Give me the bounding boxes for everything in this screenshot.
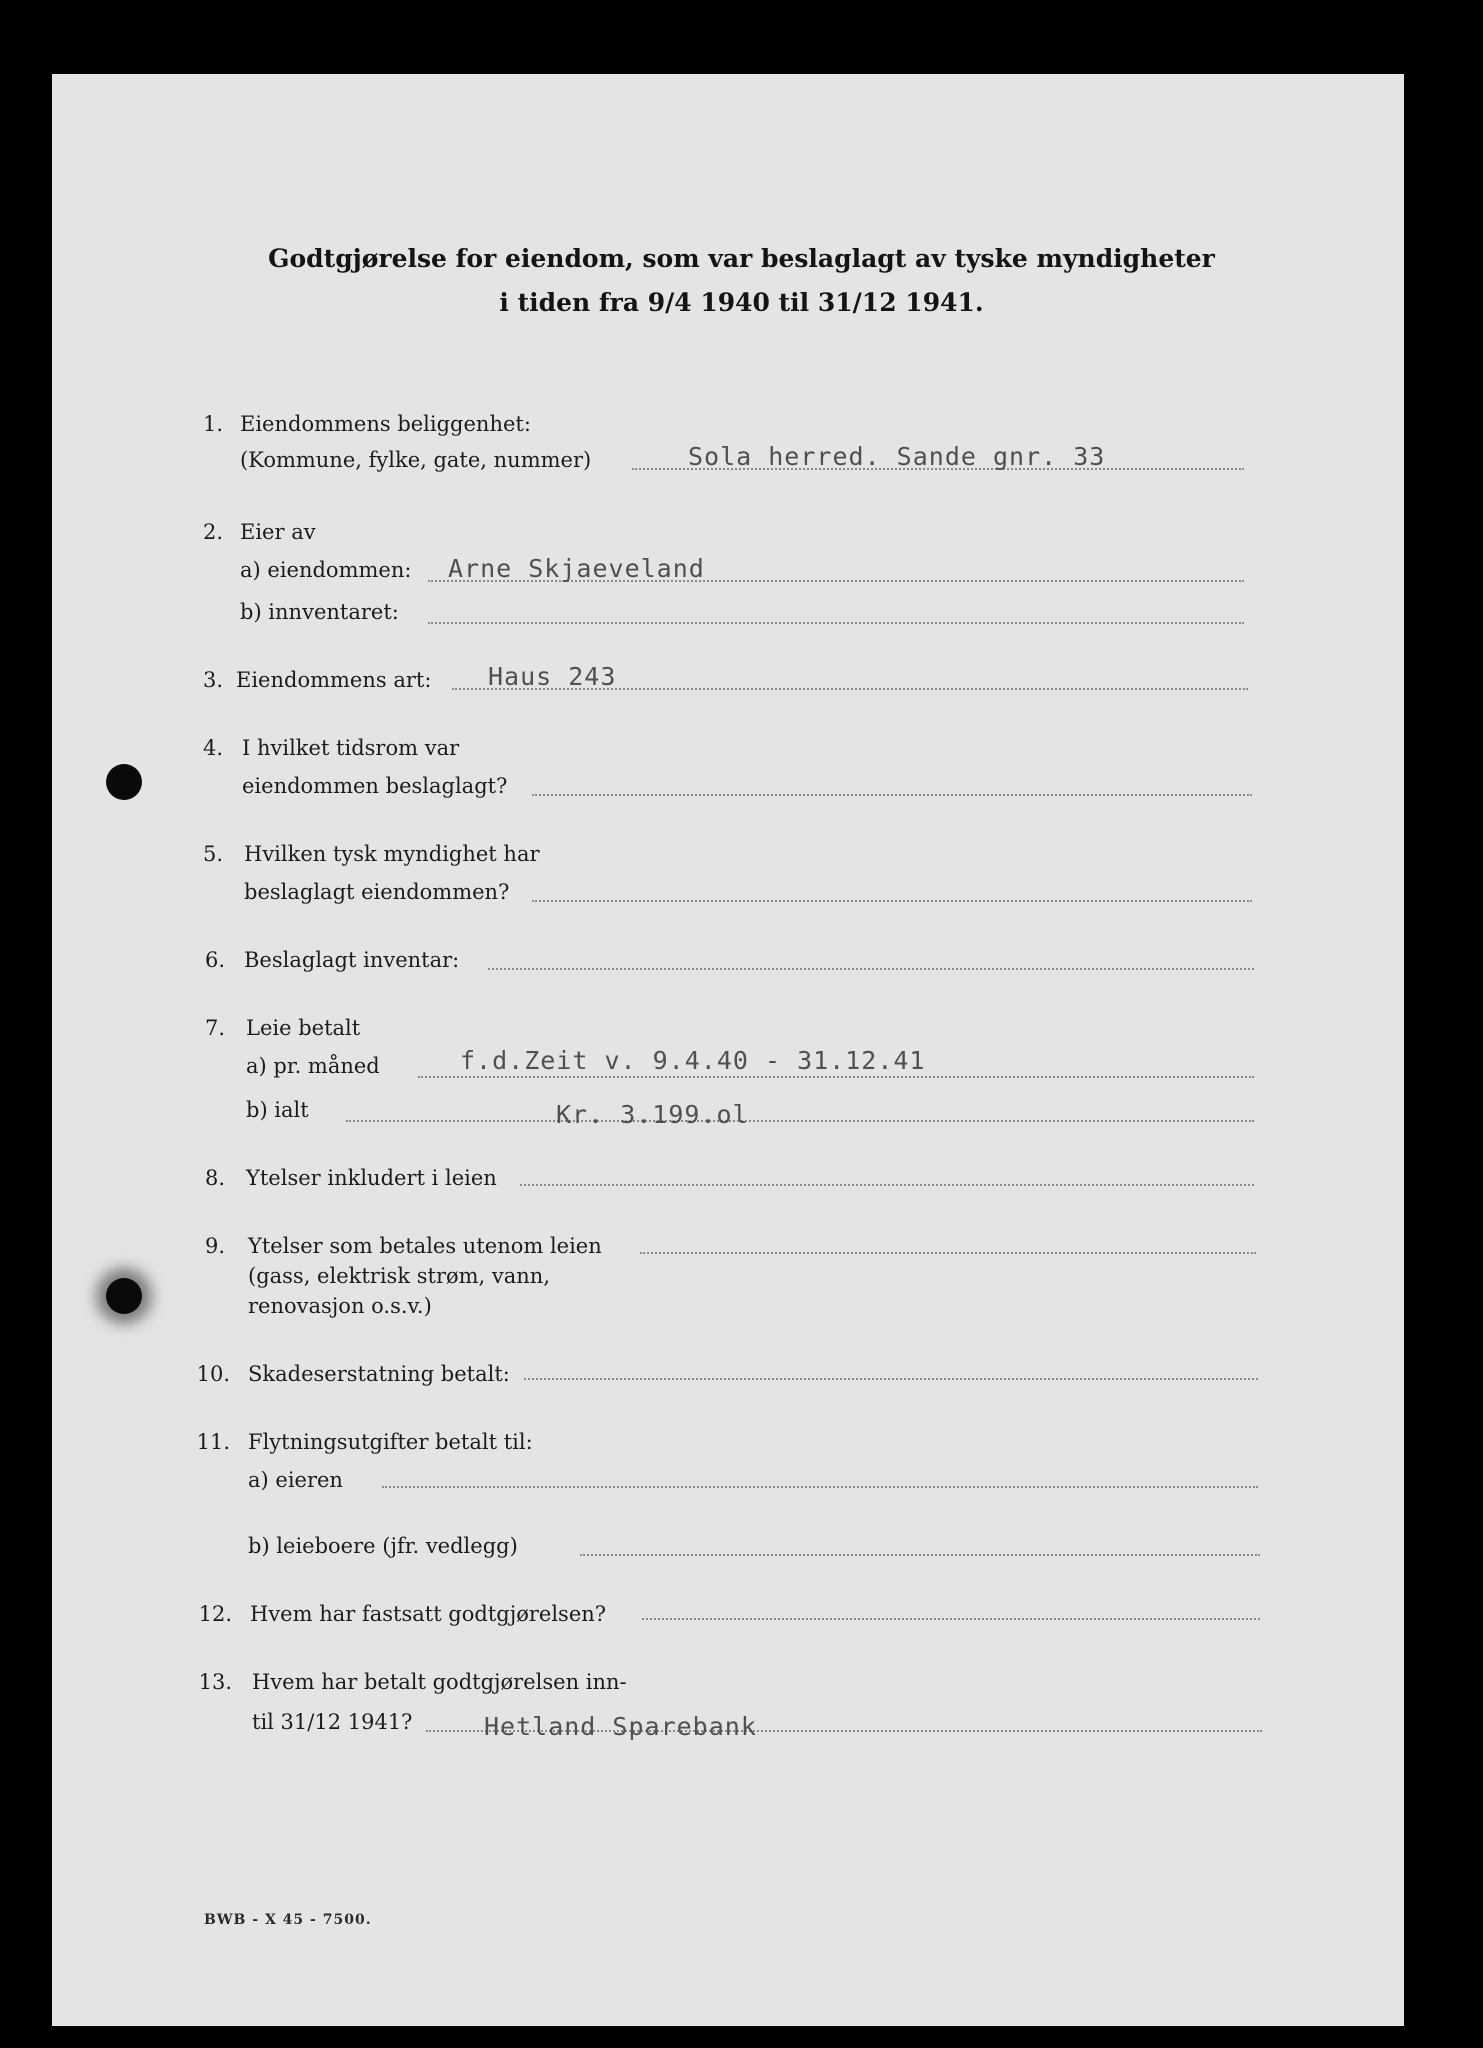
item-5-answer-line [532, 900, 1252, 902]
item-7-label: Leie betalt [246, 1016, 361, 1040]
form-title-line2: i tiden fra 9/4 1940 til 31/12 1941. [499, 288, 984, 317]
item-13-number: 13. [198, 1670, 232, 1694]
item-2-label: Eier av [240, 520, 316, 544]
item-5-number: 5. [202, 842, 223, 866]
item-2a-answer: Arne Skjaeveland [448, 554, 705, 583]
item-11b-answer-line [580, 1554, 1260, 1556]
item-2b-label: b) innventaret: [240, 600, 399, 624]
item-7b-label: b) ialt [246, 1098, 309, 1122]
item-7b-answer-line [346, 1120, 1254, 1122]
item-3-number: 3. [202, 668, 223, 692]
item-1-answer: Sola herred. Sande gnr. 33 [688, 442, 1106, 471]
item-6-label: Beslaglagt inventar: [244, 948, 460, 972]
item-1-sublabel: (Kommune, fylke, gate, nummer) [240, 448, 592, 472]
item-10-number: 10. [196, 1362, 230, 1386]
item-8-label: Ytelser inkludert i leien [246, 1166, 497, 1190]
item-7-number: 7. [204, 1016, 225, 1040]
item-4-number: 4. [202, 736, 223, 760]
item-2-number: 2. [202, 520, 223, 544]
form-title-line1: Godtgjørelse for eiendom, som var beslaglagt av tyske myndigheter [268, 244, 1215, 273]
item-8-answer-line [520, 1184, 1254, 1186]
item-12-number: 12. [198, 1602, 232, 1626]
item-7a-answer: f.d.Zeit v. 9.4.40 - 31.12.41 [460, 1046, 926, 1075]
item-6-number: 6. [204, 948, 225, 972]
item-11b-label: b) leieboere (jfr. vedlegg) [248, 1534, 518, 1558]
item-6-answer-line [488, 968, 1254, 970]
item-9-sublabel-2: renovasjon o.s.v.) [248, 1294, 432, 1318]
item-11a-label: a) eieren [248, 1468, 343, 1492]
item-2a-label: a) eiendommen: [240, 558, 412, 582]
item-11a-answer-line [382, 1486, 1258, 1488]
form-print-code: BWB - X 45 - 7500. [204, 1912, 372, 1928]
item-9-answer-line [640, 1252, 1256, 1254]
item-4-sublabel: eiendommen beslaglagt? [242, 774, 508, 798]
item-9-sublabel-1: (gass, elektrisk strøm, vann, [248, 1264, 550, 1288]
item-1-label: Eiendommens beliggenhet: [240, 412, 531, 436]
item-13-answer: Hetland Sparebank [484, 1712, 757, 1741]
item-7b-answer: Kr. 3.199.ol [556, 1100, 749, 1129]
item-12-answer-line [642, 1618, 1260, 1620]
item-10-answer-line [524, 1378, 1258, 1380]
item-4-label: I hvilket tidsrom var [242, 736, 460, 760]
item-5-sublabel: beslaglagt eiendommen? [244, 880, 510, 904]
item-9-label: Ytelser som betales utenom leien [248, 1234, 602, 1258]
item-11-label: Flytningsutgifter betalt til: [248, 1430, 533, 1454]
item-13-label: Hvem har betalt godtgjørelsen inn- [252, 1670, 627, 1694]
item-9-number: 9. [204, 1234, 225, 1258]
item-3-answer: Haus 243 [488, 662, 617, 691]
item-2b-answer-line [428, 622, 1244, 624]
item-1-number: 1. [202, 412, 223, 436]
punch-hole-bottom [106, 1278, 142, 1314]
item-8-number: 8. [204, 1166, 225, 1190]
item-13-sublabel: til 31/12 1941? [252, 1710, 413, 1734]
item-7a-answer-line [418, 1076, 1254, 1078]
item-5-label: Hvilken tysk myndighet har [244, 842, 540, 866]
item-3-label: Eiendommens art: [236, 668, 432, 692]
item-10-label: Skadeserstatning betalt: [248, 1362, 510, 1386]
item-12-label: Hvem har fastsatt godtgjørelsen? [250, 1602, 607, 1626]
item-11-number: 11. [196, 1430, 230, 1454]
item-7a-label: a) pr. måned [246, 1054, 380, 1078]
punch-hole-top [106, 764, 142, 800]
item-4-answer-line [532, 794, 1252, 796]
